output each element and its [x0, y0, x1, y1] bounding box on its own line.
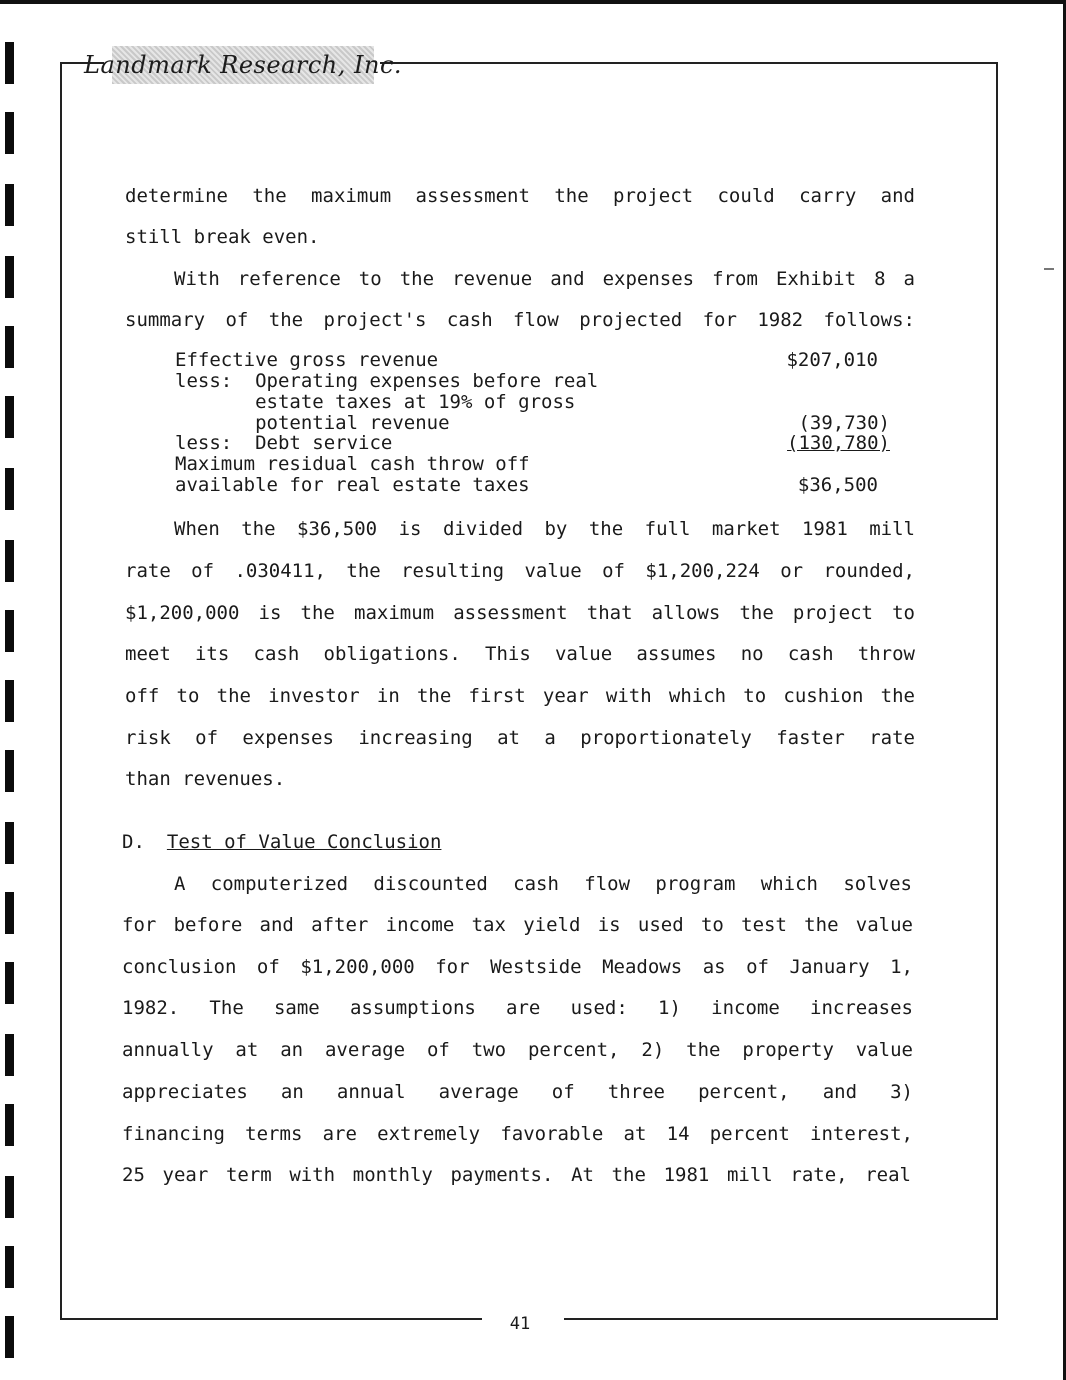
cash-flow-value: $36,500 — [797, 474, 878, 496]
paragraph-line: summary of the project's cash flow projected for 1982 follows: — [125, 309, 915, 331]
paragraph-line: 25 year term with monthly payments. At the 1981 mill rate, real — [122, 1164, 911, 1186]
binder-holes — [0, 0, 20, 1380]
binder-bar — [5, 468, 14, 510]
paragraph-line: risk of expenses increasing at a proportionately faster rate — [125, 727, 915, 749]
binder-bar — [5, 1246, 14, 1288]
logo-text: Landmark Research, Inc. — [84, 51, 403, 79]
binder-bar — [5, 610, 14, 652]
paragraph-line: A computerized discounted cash flow program which solves — [174, 873, 912, 895]
paragraph-line: annually at an average of two percent, 2) the property value — [122, 1039, 913, 1061]
cash-flow-value: (130,780) — [787, 432, 890, 454]
paragraph-line: still break even. — [125, 226, 320, 248]
binder-bar — [5, 892, 14, 934]
binder-bar — [5, 396, 14, 438]
paragraph-line: financing terms are extremely favorable at 14 percent interest, — [122, 1123, 913, 1145]
binder-bar — [5, 326, 14, 368]
paragraph-line: When the $36,500 is divided by the full market 1981 mill — [174, 518, 915, 540]
cash-flow-label: Effective gross revenue — [175, 349, 439, 371]
cash-flow-label: less: Debt service — [175, 432, 393, 454]
paragraph-line: appreciates an annual average of three percent, and 3) — [122, 1081, 913, 1103]
cash-flow-value: (39,730) — [798, 412, 890, 434]
cash-flow-label: estate taxes at 19% of gross — [175, 391, 576, 413]
binder-bar — [5, 1176, 14, 1218]
scan-edge-top — [0, 0, 1066, 4]
section-heading — [122, 829, 441, 855]
section-letter: D. — [122, 831, 145, 853]
company-logo — [84, 46, 403, 84]
binder-bar — [5, 1316, 14, 1358]
binder-bar — [5, 540, 14, 582]
margin-mark — [1044, 268, 1054, 270]
paragraph-line: for before and after income tax yield is used to test the value — [122, 914, 913, 936]
binder-bar — [5, 750, 14, 792]
binder-bar — [5, 962, 14, 1004]
cash-flow-label: potential revenue — [175, 412, 450, 434]
binder-bar — [5, 1104, 14, 1146]
cash-flow-value: $207,010 — [786, 349, 878, 371]
binder-bar — [5, 42, 14, 84]
page-number: 41 — [509, 1314, 531, 1334]
cash-flow-label: available for real estate taxes — [175, 474, 530, 496]
binder-bar — [5, 680, 14, 722]
paragraph-line: meet its cash obligations. This value assumes no cash throw — [125, 643, 915, 665]
paragraph-line: With reference to the revenue and expenses from Exhibit 8 a — [174, 268, 915, 290]
paragraph-line: determine the maximum assessment the project could carry and — [125, 185, 915, 207]
paragraph-line: 1982. The same assumptions are used: 1) income increases — [122, 997, 913, 1019]
cash-flow-label: Maximum residual cash throw off — [175, 453, 530, 475]
binder-bar — [5, 1034, 14, 1076]
binder-bar — [5, 822, 14, 864]
binder-bar — [5, 256, 14, 298]
binder-bar — [5, 112, 14, 154]
paragraph-line: off to the investor in the first year with which to cushion the — [125, 685, 915, 707]
paragraph-line: than revenues. — [125, 768, 286, 790]
paragraph-line: conclusion of $1,200,000 for Westside Meadows as of January 1, — [122, 956, 913, 978]
paragraph-line: $1,200,000 is the maximum assessment that allows the project to — [125, 602, 915, 624]
section-title: Test of Value Conclusion — [166, 831, 442, 853]
paragraph-line: rate of .030411, the resulting value of $1,200,224 or rounded, — [125, 560, 915, 582]
binder-bar — [5, 184, 14, 226]
cash-flow-label: less: Operating expenses before real — [175, 370, 599, 392]
